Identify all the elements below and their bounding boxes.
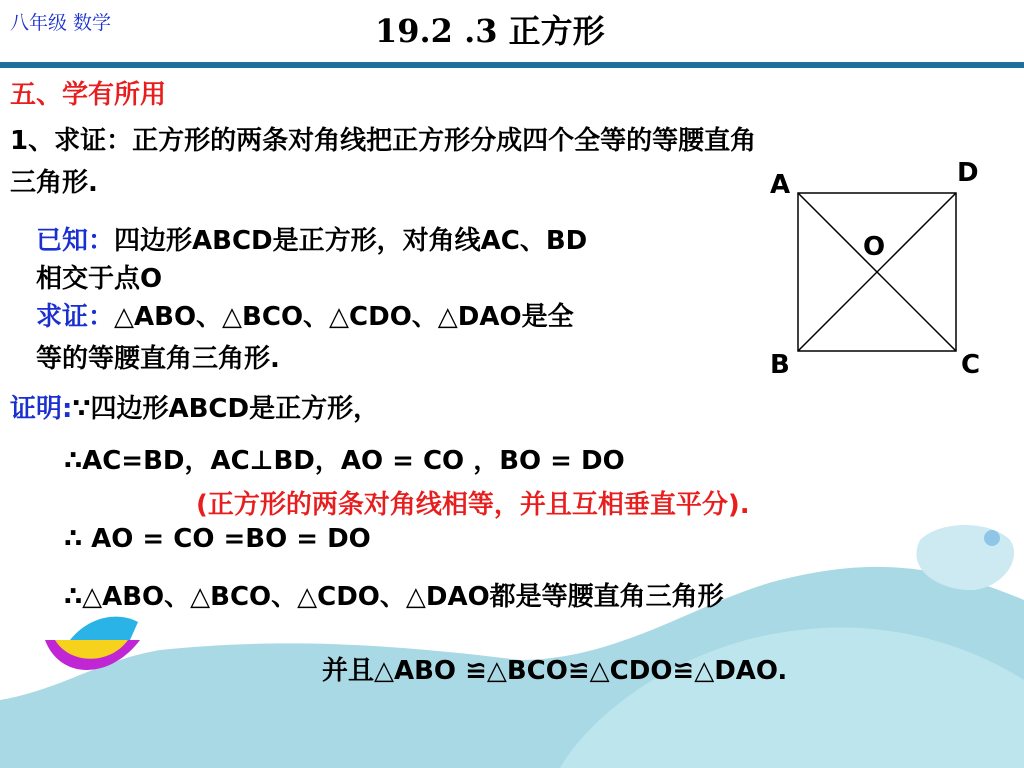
- proof-step-2: ∴ AO = CO =BO = DO: [64, 524, 371, 554]
- dot-decoration: [984, 530, 1000, 546]
- proof-reason: (正方形的两条对角线相等，并且互相垂直平分).: [196, 490, 750, 520]
- prove-line-2: 等的等腰直角三角形.: [36, 344, 280, 374]
- page-title: 19.2 .3 正方形: [375, 12, 605, 50]
- prove-text: △ABO、△BCO、△CDO、△DAO是全: [114, 302, 574, 332]
- vertex-label-b: B: [770, 350, 790, 380]
- known-line-2: 相交于点O: [36, 264, 163, 294]
- vertex-label-c: C: [961, 350, 981, 380]
- proof-step-1: ∴AC=BD，AC⊥BD，AO = CO ，BO = DO: [64, 446, 625, 476]
- section-title: 五、学有所用: [10, 80, 167, 110]
- question-line-2: 三角形.: [10, 168, 98, 198]
- proof-first-line: [10, 388, 379, 425]
- center-label-o: O: [863, 232, 886, 262]
- proof-label: 证明:: [10, 394, 73, 424]
- question-line-1: 1、求证：正方形的两条对角线把正方形分成四个全等的等腰直角: [10, 126, 757, 156]
- known-line-1: [36, 220, 587, 257]
- grade-subject-label: 八年级 数学: [10, 12, 112, 34]
- title-divider: [0, 62, 1024, 68]
- vertex-label-d: D: [957, 158, 979, 188]
- vertex-label-a: A: [770, 170, 791, 200]
- proof-step-3: ∴△ABO、△BCO、△CDO、△DAO都是等腰直角三角形: [64, 582, 724, 612]
- proof-first-text: ∵四边形ABCD是正方形，: [72, 394, 380, 424]
- prove-line-1: [36, 296, 574, 333]
- prove-label: 求证：: [36, 302, 115, 332]
- square-figure: [780, 175, 1000, 375]
- known-label: 已知：: [36, 226, 115, 256]
- known-text: 四边形ABCD是正方形，对角线AC、BD: [114, 226, 588, 256]
- proof-step-4: 并且△ABO ≌△BCO≌△CDO≌△DAO.: [322, 656, 788, 686]
- boat-sail: [70, 617, 138, 640]
